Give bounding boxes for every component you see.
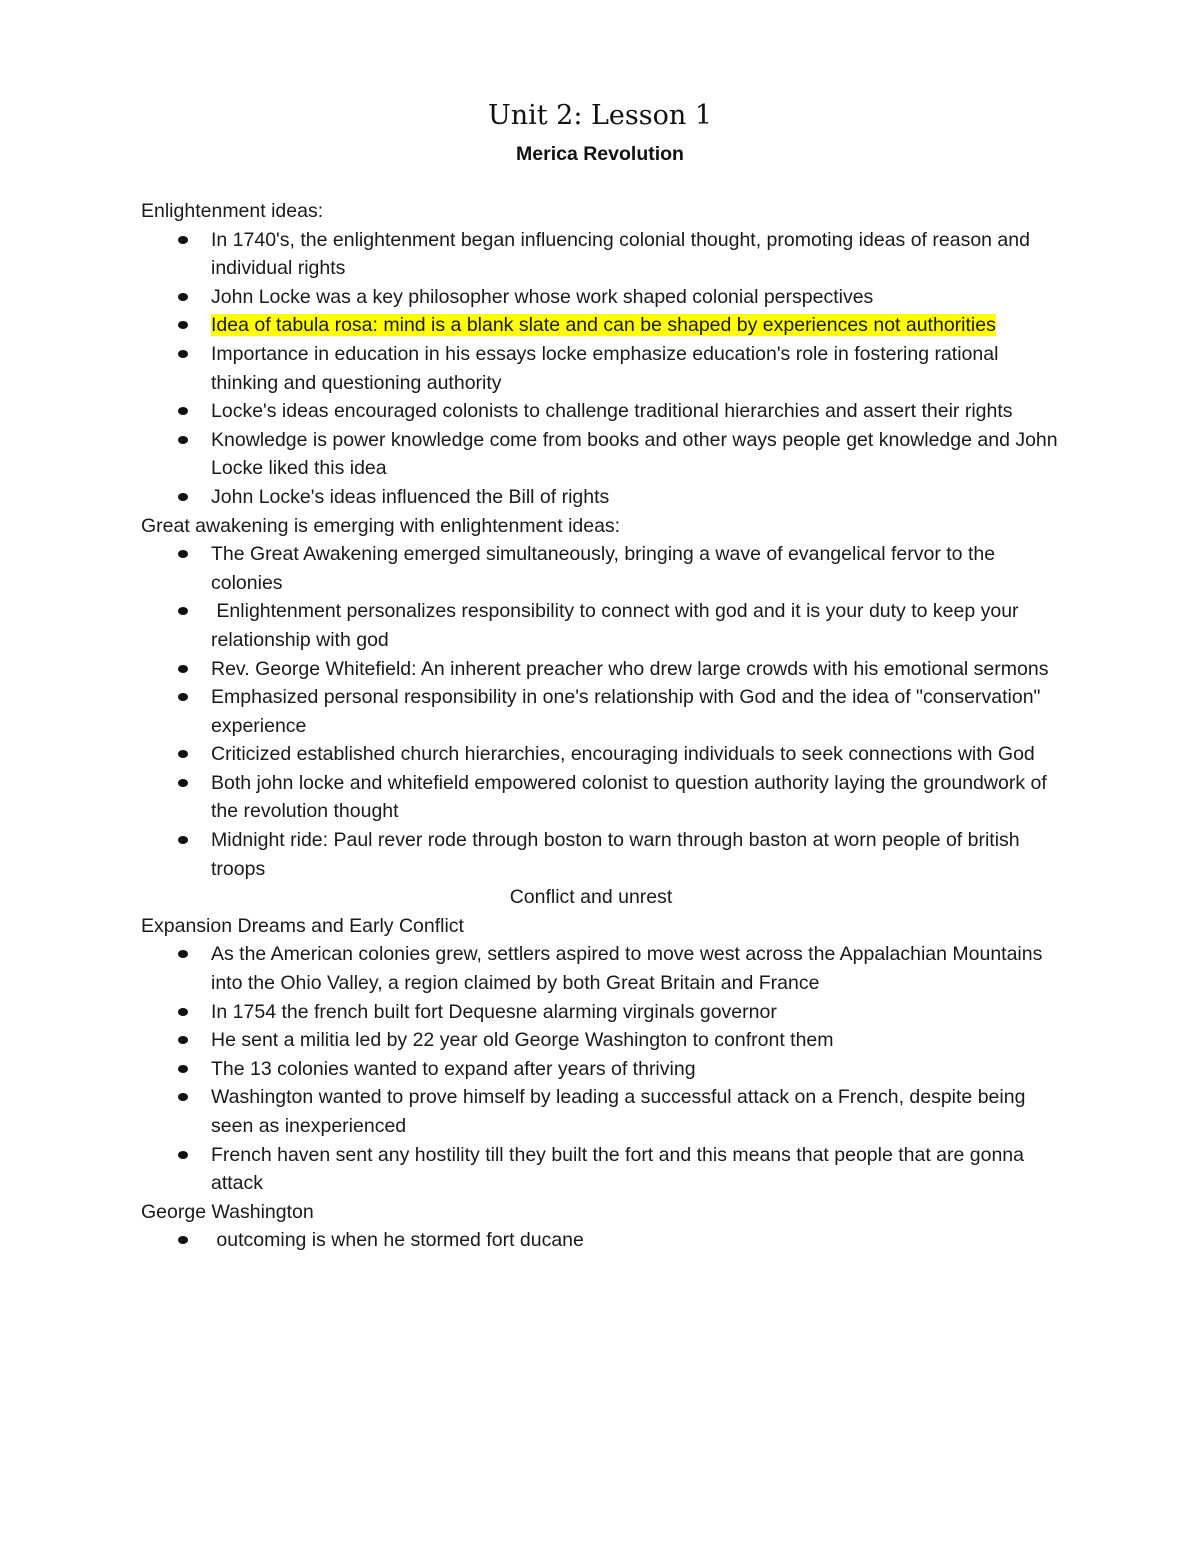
list-item-text: As the American colonies grew, settlers aspired to move west across the Appalachian Mountains into the Ohio Valley, a region claimed by both Great Britain and France (211, 943, 1043, 995)
list-item (141, 998, 1071, 1027)
bullet-icon (178, 436, 188, 444)
section-heading-expansion: Expansion Dreams and Early Conflict (141, 914, 464, 937)
list-item (141, 283, 1071, 312)
bullet-list-enlightenment (141, 226, 1071, 512)
list-item (141, 683, 1071, 740)
list-item-text: In 1740's, the enlightenment began influencing colonial thought, promoting ideas of reason and individual rights (211, 228, 1030, 280)
section-heading-great-awakening: Great awakening is emerging with enlightenment ideas: (141, 514, 621, 537)
list-item-text: Enlightenment personalizes responsibility to connect with god and it is your duty to keep your relationship with god (211, 600, 1024, 651)
bullet-list-expansion (141, 940, 1071, 1197)
list-item-text: Washington wanted to prove himself by leading a successful attack on a French, despite being seen as inexperienced (211, 1086, 1026, 1137)
list-item (141, 397, 1071, 426)
bullet-icon (178, 1065, 188, 1073)
list-item-text: Importance in education in his essays locke emphasize education's role in fostering rational thinking and questioning authority (211, 342, 999, 394)
list-item (141, 655, 1071, 684)
list-item-text: outcoming is when he stormed fort ducane (211, 1229, 584, 1252)
bullet-icon (178, 550, 188, 558)
bullet-icon (178, 665, 188, 673)
list-item (141, 940, 1071, 997)
list-item (141, 597, 1071, 654)
document-title: Unit 2: Lesson 1 (487, 100, 713, 131)
list-item-text: Both john locke and whitefield empowered colonist to question authority laying the groundwork of the revolution thought (211, 771, 1047, 823)
bullet-icon (178, 236, 188, 244)
list-item-text: He sent a militia led by 22 year old George Washington to confront them (211, 1029, 834, 1052)
section-heading-enlightenment: Enlightenment ideas: (141, 200, 324, 222)
section-heading-washington: George Washington (141, 1200, 314, 1223)
list-item-text: John Locke was a key philosopher whose work shaped colonial perspectives (211, 285, 874, 308)
list-item (141, 226, 1071, 283)
list-item-text: Locke's ideas encouraged colonists to challenge traditional hierarchies and assert their rights (211, 400, 1013, 423)
list-item-text: Criticized established church hierarchies, encouraging individuals to seek connections with God (211, 743, 1035, 766)
bullet-icon (178, 693, 188, 701)
list-item-text: Rev. George Whitefield: An inherent preacher who drew large crowds with his emotional sermons (211, 657, 1049, 680)
bullet-list-great-awakening (141, 540, 1071, 883)
list-item (141, 1055, 1071, 1084)
list-item (141, 426, 1071, 483)
list-item (141, 826, 1071, 883)
bullet-icon (178, 950, 188, 958)
highlighted-text: Idea of tabula rosa: mind is a blank slate and can be shaped by experiences not authorities (211, 314, 996, 337)
list-item-text: Midnight ride: Paul rever rode through boston to warn through baston at worn people of british troops (211, 829, 1020, 880)
document-body (141, 197, 1071, 1255)
list-item (141, 311, 1071, 340)
bullet-icon (178, 1093, 188, 1101)
bullet-icon (178, 493, 188, 501)
list-item-text: Knowledge is power knowledge come from books and other ways people get knowledge and John Locke liked this idea (211, 428, 1058, 480)
list-item (141, 483, 1071, 512)
list-item-text: Emphasized personal responsibility in one's relationship with God and the idea of "conservation" experience (211, 686, 1041, 737)
list-item-text: The Great Awakening emerged simultaneously, bringing a wave of evangelical fervor to the colonies (211, 543, 996, 594)
list-item (141, 1141, 1071, 1198)
bullet-icon (178, 407, 188, 415)
bullet-icon (178, 293, 188, 301)
bullet-icon (178, 1036, 188, 1044)
document-subtitle: Merica Revolution (516, 143, 684, 165)
list-item (141, 740, 1071, 769)
list-item (141, 1083, 1071, 1140)
bullet-list-washington (141, 1226, 1071, 1255)
bullet-icon (178, 836, 188, 844)
list-item (141, 1026, 1071, 1055)
bullet-icon (178, 1236, 188, 1244)
section-heading-conflict: Conflict and unrest (509, 886, 673, 909)
list-item-text: John Locke's ideas influenced the Bill of rights (211, 485, 610, 508)
list-item (141, 1226, 1071, 1255)
list-item-text: In 1754 the french built fort Dequesne alarming virginals governor (211, 1000, 777, 1023)
list-item (141, 540, 1071, 597)
bullet-icon (178, 607, 188, 615)
list-item (141, 340, 1071, 397)
bullet-icon (178, 779, 188, 787)
bullet-icon (178, 350, 188, 358)
bullet-icon (178, 1151, 188, 1159)
bullet-icon (178, 1008, 188, 1016)
list-item-text: The 13 colonies wanted to expand after years of thriving (211, 1057, 696, 1080)
bullet-icon (178, 321, 188, 329)
list-item-text: French haven sent any hostility till they built the fort and this means that people that are gonna attack (211, 1143, 1024, 1195)
list-item (141, 769, 1071, 826)
bullet-icon (178, 750, 188, 758)
